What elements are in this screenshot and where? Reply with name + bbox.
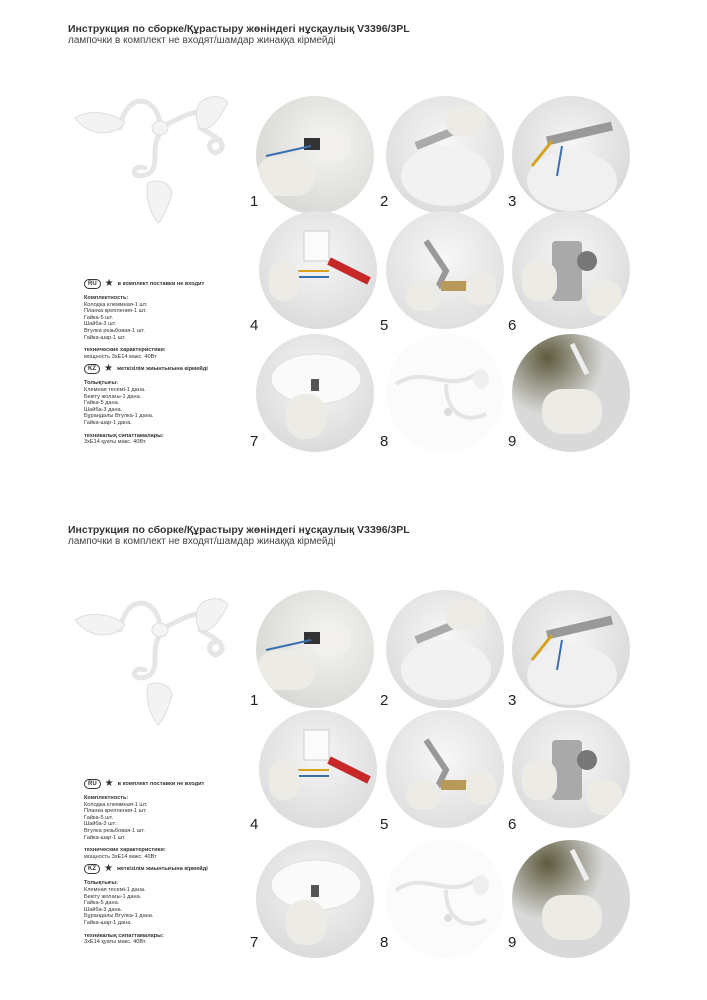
star-icon: ★ (104, 863, 113, 875)
ru-kit-item: Гайка-5 шт. (84, 814, 114, 821)
page-subtitle: лампочки в комплект не входят/шамдар жинаққа кірмейді (68, 536, 336, 547)
ru-kit-item: Шайба-3 шт. (84, 821, 117, 828)
kz-kit-item: Бұрандалы Втулка-1 дана. (84, 413, 154, 420)
kz-badge: KZ (84, 364, 100, 374)
kz-kit-item: Гайка-шар-1 дана. (84, 419, 132, 426)
ru-kit-item: Втулка резьбовая-1 шт. (84, 327, 145, 334)
kit-info-block (84, 779, 254, 946)
step-number-5: 5 (380, 816, 389, 833)
kz-kit-header: Толықтығы: (84, 380, 118, 387)
step-number-1: 1 (250, 193, 259, 210)
ru-badge: RU (84, 779, 101, 789)
step-photo-3 (512, 590, 630, 708)
ru-spec-header: технические характеристики: (84, 847, 166, 854)
ru-spec-value: мощность 3xE14 макс. 40Вт (84, 353, 157, 360)
star-icon: ★ (104, 363, 113, 375)
step-photo-8 (386, 840, 504, 958)
kz-kit-item: Бекіту жолағы-1 дана. (84, 393, 142, 400)
kz-kit-item: Гайка-5 дана. (84, 900, 120, 907)
step-number-2: 2 (380, 193, 389, 210)
ru-kit-item: Втулка резьбовая-1 шт. (84, 827, 145, 834)
step-photo-4 (259, 710, 377, 828)
lamp-product-image (70, 88, 240, 228)
kz-kit-item: Шайба-3 дана. (84, 406, 123, 413)
page-subtitle: лампочки в комплект не входят/шамдар жинаққа кірмейді (68, 35, 336, 46)
step-photo-8 (386, 334, 504, 452)
kz-kit-item: Шайба-3 дана. (84, 906, 123, 913)
step-number-4: 4 (250, 317, 259, 334)
ru-kit-item: Колодка клеммная-1 шт. (84, 301, 148, 308)
ru-kit-item: Гайка-шар-1 шт. (84, 834, 126, 841)
kz-spec-value: 3xE14 қуаты макс. 40Вт. (84, 939, 147, 946)
kz-kit-item: Клемная тесемі-1 дана. (84, 386, 146, 393)
step-photo-7 (256, 840, 374, 958)
kz-kit-item: Клемная тесемі-1 дана. (84, 886, 146, 893)
step-number-8: 8 (380, 934, 389, 951)
step-photo-4 (259, 211, 377, 329)
step-number-7: 7 (250, 934, 259, 951)
step-number-6: 6 (508, 816, 517, 833)
ru-kit-header: Комплектность: (84, 295, 129, 301)
step-photo-6 (512, 211, 630, 329)
star-icon: ★ (104, 278, 114, 289)
kz-note: жеткізілім жиынтығына кірмейді (116, 366, 208, 373)
step-photo-6 (512, 710, 630, 828)
step-number-6: 6 (508, 317, 517, 334)
step-photo-1 (256, 590, 374, 708)
ru-kit-item: Планка крепления-1 шт. (84, 308, 147, 315)
ru-kit-item: Шайба-3 шт. (84, 321, 117, 328)
kz-badge: KZ (84, 864, 100, 874)
kz-spec-header: техникалық сипаттамалары: (84, 932, 164, 939)
ru-kit-header: Комплектность: (84, 795, 129, 801)
ru-spec-value: мощность 3xE14 макс. 40Вт (84, 853, 157, 860)
step-photo-5 (386, 211, 504, 329)
step-number-5: 5 (380, 317, 389, 334)
step-number-3: 3 (508, 193, 517, 210)
page-title: Инструкция по сборке/Құрастыру жөніндегі нұсқаулық V3396/3PL (68, 524, 410, 536)
page-title: Инструкция по сборке/Құрастыру жөніндегі нұсқаулық V3396/3PL (68, 23, 410, 35)
kz-kit-item: Бекіту жолағы-1 дана. (84, 893, 142, 900)
step-number-2: 2 (380, 692, 389, 709)
ru-kit-item: Гайка-шар-1 шт. (84, 334, 126, 341)
step-photo-3 (512, 96, 630, 214)
ru-spec-header: технические характеристики: (84, 347, 166, 354)
step-number-3: 3 (508, 692, 517, 709)
step-photo-2 (386, 96, 504, 214)
step-photo-7 (256, 334, 374, 452)
step-photo-5 (386, 710, 504, 828)
kit-info-block (84, 279, 254, 446)
ru-badge: RU (84, 279, 101, 289)
step-number-9: 9 (508, 433, 517, 450)
ru-note: в комплект поставки не входит (117, 780, 205, 787)
step-number-9: 9 (508, 934, 517, 951)
lamp-product-image (70, 590, 240, 730)
kz-kit-item: Гайка-шар-1 дана. (84, 919, 132, 926)
step-number-4: 4 (250, 816, 259, 833)
kz-kit-item: Бұрандалы Втулка-1 дана. (84, 913, 154, 920)
kz-spec-value: 3xE14 қуаты макс. 40Вт. (84, 439, 147, 446)
step-photo-1 (256, 96, 374, 214)
ru-kit-item: Планка крепления-1 шт. (84, 808, 147, 815)
step-number-1: 1 (250, 692, 259, 709)
star-icon: ★ (104, 778, 114, 789)
step-number-7: 7 (250, 433, 259, 450)
ru-kit-item: Гайка-5 шт. (84, 314, 114, 321)
ru-kit-item: Колодка клеммная-1 шт. (84, 801, 148, 808)
step-photo-2 (386, 590, 504, 708)
kz-kit-header: Толықтығы: (84, 880, 118, 887)
step-photo-9 (512, 334, 630, 452)
step-number-8: 8 (380, 433, 389, 450)
instruction-sheet-bottom (0, 500, 707, 1000)
ru-note: в комплект поставки не входит (117, 280, 205, 287)
step-photo-9 (512, 840, 630, 958)
kz-note: жеткізілім жиынтығына кірмейді (116, 866, 208, 873)
kz-kit-item: Гайка-5 дана. (84, 400, 120, 407)
kz-spec-header: техникалық сипаттамалары: (84, 432, 164, 439)
